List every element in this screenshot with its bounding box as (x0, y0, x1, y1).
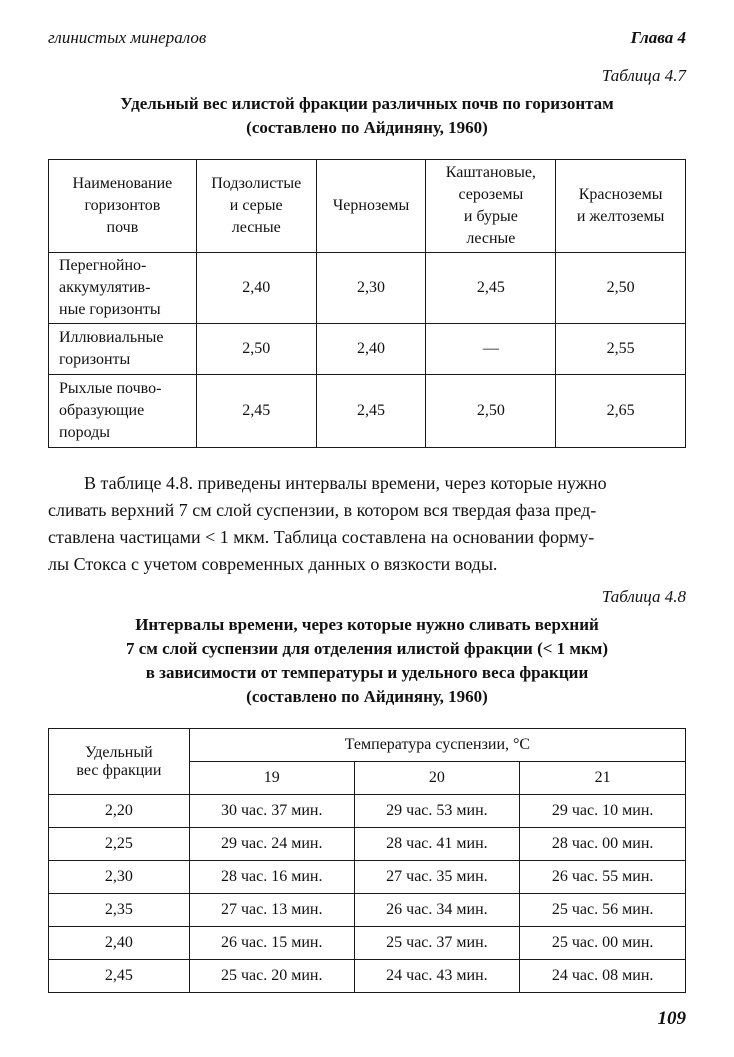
table-cell: 2,50 (556, 253, 686, 324)
table-cell: 25 час. 56 мин. (520, 894, 686, 927)
table-cell: 30 час. 37 мин. (189, 795, 354, 828)
table-4-7-title (48, 92, 686, 140)
table-cell: 29 час. 53 мин. (354, 795, 520, 828)
row-header: 2,25 (49, 828, 190, 861)
table-4-8 (48, 728, 686, 993)
table-row (49, 253, 686, 324)
table-title-line: (составлено по Айдиняну, 1960) (246, 118, 488, 137)
column-header: Подзолистые и серые лесные (196, 160, 316, 253)
table-cell: 25 час. 37 мин. (354, 927, 520, 960)
table-row (49, 795, 686, 828)
page-number: 109 (657, 1008, 686, 1029)
column-header: 21 (520, 762, 686, 795)
table-cell: 28 час. 16 мин. (189, 861, 354, 894)
table-cell: 25 час. 20 мин. (189, 960, 354, 993)
row-header: Перегнойно- аккумулятив- ные горизонты (49, 253, 197, 324)
table-cell: 2,30 (316, 253, 426, 324)
group-header: Температура суспензии, °С (189, 729, 685, 762)
table-4-8-number: Таблица 4.8 (601, 587, 686, 606)
table-cell: 2,45 (426, 253, 556, 324)
table-4-8-title (48, 613, 686, 709)
table-header-row (49, 729, 686, 762)
paragraph-line: ставлена частицами < 1 мкм. Таблица составлена на основании форму- (48, 527, 595, 547)
table-row (49, 828, 686, 861)
table-title-line: Удельный вес илистой фракции различных почв по горизонтам (120, 94, 614, 113)
column-header: Каштановые, сероземы и бурые лесные (426, 160, 556, 253)
table-cell: 29 час. 10 мин. (520, 795, 686, 828)
table-cell: 28 час. 00 мин. (520, 828, 686, 861)
table-cell: 2,65 (556, 375, 686, 448)
table-cell: 29 час. 24 мин. (189, 828, 354, 861)
table-cell: 27 час. 35 мин. (354, 861, 520, 894)
column-header: 19 (189, 762, 354, 795)
table-cell: 25 час. 00 мин. (520, 927, 686, 960)
column-header: Удельный вес фракции (49, 729, 190, 795)
table-cell: 2,50 (196, 324, 316, 375)
table-row (49, 861, 686, 894)
table-row (49, 927, 686, 960)
body-paragraph (48, 470, 686, 578)
row-header: 2,45 (49, 960, 190, 993)
table-row (49, 894, 686, 927)
table-cell: 2,40 (316, 324, 426, 375)
column-header: Красноземы и желтоземы (556, 160, 686, 253)
paragraph-line: лы Стокса с учетом современных данных о вязкости воды. (48, 554, 498, 574)
table-cell: 26 час. 34 мин. (354, 894, 520, 927)
column-header: Черноземы (316, 160, 426, 253)
row-header: 2,20 (49, 795, 190, 828)
table-row (49, 375, 686, 448)
table-title-line: (составлено по Айдиняну, 1960) (246, 687, 488, 706)
table-4-7-number: Таблица 4.7 (601, 66, 686, 85)
paragraph-line: сливать верхний 7 см слой суспензии, в котором вся твердая фаза пред- (48, 500, 597, 520)
row-header: Иллювиальные горизонты (49, 324, 197, 375)
row-header: Рыхлые почво- образующие породы (49, 375, 197, 448)
table-title-line: Интервалы времени, через которые нужно сливать верхний (135, 615, 599, 634)
paragraph-line: В таблице 4.8. приведены интервалы времени, через которые нужно (84, 473, 607, 493)
table-cell: — (426, 324, 556, 375)
column-header: 20 (354, 762, 520, 795)
table-title-line: 7 см слой суспензии для отделения илистой фракции (< 1 мкм) (125, 639, 609, 658)
running-head (48, 28, 686, 52)
column-header: Наименование горизонтов почв (49, 160, 197, 253)
table-4-7 (48, 159, 686, 448)
running-head-chapter: Глава 4 (630, 28, 686, 47)
table-cell: 2,40 (196, 253, 316, 324)
table-row (49, 960, 686, 993)
table-cell: 2,45 (196, 375, 316, 448)
table-cell: 26 час. 55 мин. (520, 861, 686, 894)
table-title-line: в зависимости от температуры и удельного веса фракции (145, 663, 589, 682)
row-header: 2,35 (49, 894, 190, 927)
table-cell: 24 час. 43 мин. (354, 960, 520, 993)
table-cell: 2,55 (556, 324, 686, 375)
running-head-section: глинистых минералов (48, 28, 207, 47)
row-header: 2,30 (49, 861, 190, 894)
table-cell: 2,50 (426, 375, 556, 448)
table-cell: 28 час. 41 мин. (354, 828, 520, 861)
table-cell: 24 час. 08 мин. (520, 960, 686, 993)
table-header-row (49, 160, 686, 253)
table-cell: 27 час. 13 мин. (189, 894, 354, 927)
table-cell: 26 час. 15 мин. (189, 927, 354, 960)
table-cell: 2,45 (316, 375, 426, 448)
table-row (49, 324, 686, 375)
row-header: 2,40 (49, 927, 190, 960)
